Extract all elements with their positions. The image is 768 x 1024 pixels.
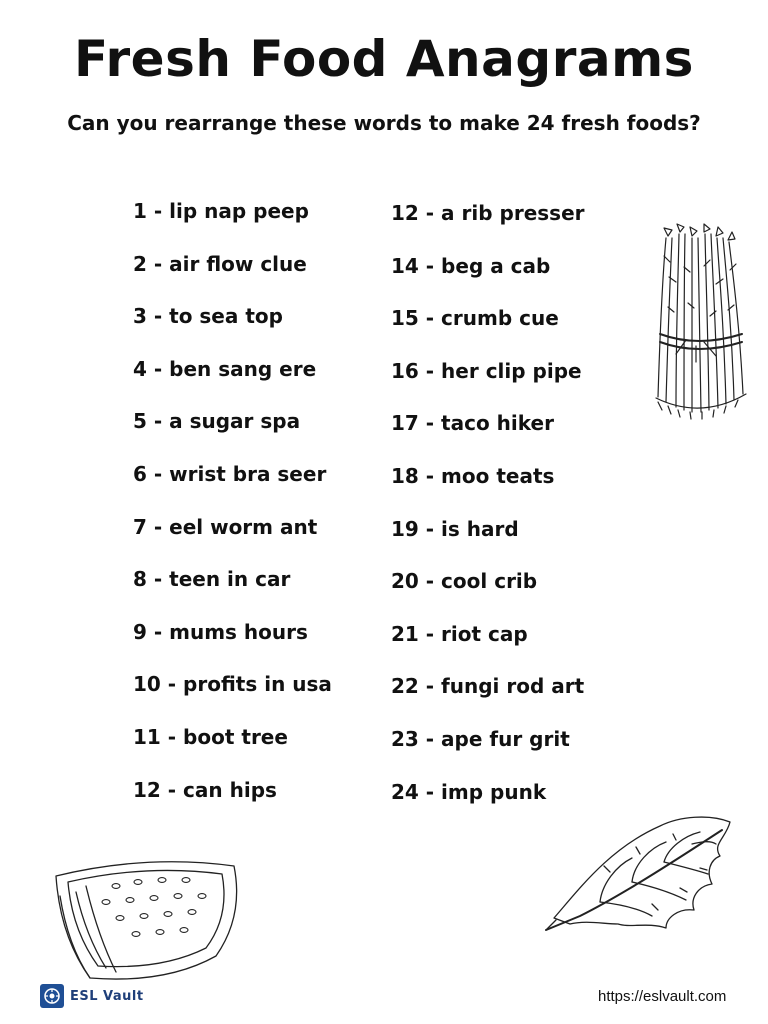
- asparagus-icon: [646, 222, 756, 422]
- anagram-item: 4 - ben sang ere: [133, 356, 317, 381]
- page-title: Fresh Food Anagrams: [74, 30, 694, 88]
- anagram-item: 19 - is hard: [391, 516, 519, 541]
- site-url[interactable]: https://eslvault.com: [598, 988, 727, 1005]
- logo-text: ESL Vault: [70, 988, 144, 1004]
- anagram-item: 3 - to sea top: [133, 304, 283, 329]
- anagram-item: 21 - riot cap: [391, 621, 528, 646]
- anagram-item: 5 - a sugar spa: [133, 409, 301, 434]
- anagram-list-left: [133, 196, 332, 827]
- anagram-item: 22 - fungi rod art: [391, 674, 585, 699]
- anagram-item: 15 - crumb cue: [391, 306, 559, 331]
- anagram-item: 8 - teen in car: [133, 567, 291, 592]
- anagram-item: 11 - boot tree: [133, 724, 288, 749]
- anagram-item: 9 - mums hours: [133, 619, 308, 644]
- anagram-item: 18 - moo teats: [391, 463, 555, 488]
- anagram-list-right: [391, 198, 585, 829]
- vault-logo-icon: [40, 984, 64, 1008]
- anagram-item: 20 - cool crib: [391, 569, 538, 594]
- anagram-item: 23 - ape fur grit: [391, 726, 570, 751]
- anagram-item: 6 - wrist bra seer: [133, 461, 327, 486]
- anagram-item: 14 - beg a cab: [391, 253, 551, 278]
- watermelon-icon: [46, 856, 246, 986]
- kale-leaf-icon: [540, 808, 740, 938]
- esl-vault-logo: [40, 983, 144, 1009]
- anagram-item: 10 - profits in usa: [133, 672, 332, 697]
- anagram-item: 16 - her clip pipe: [391, 358, 582, 383]
- page-subtitle: Can you rearrange these words to make 24 fresh foods?: [67, 111, 701, 135]
- anagram-item: 12 - a rib presser: [391, 201, 585, 225]
- anagram-item: 24 - imp punk: [391, 779, 547, 804]
- anagram-item: 1 - lip nap peep: [133, 199, 309, 223]
- anagram-item: 2 - air flow clue: [133, 251, 307, 276]
- anagram-item: 7 - eel worm ant: [133, 514, 318, 539]
- anagram-item: 17 - taco hiker: [391, 411, 554, 436]
- anagram-item: 12 - can hips: [133, 777, 277, 802]
